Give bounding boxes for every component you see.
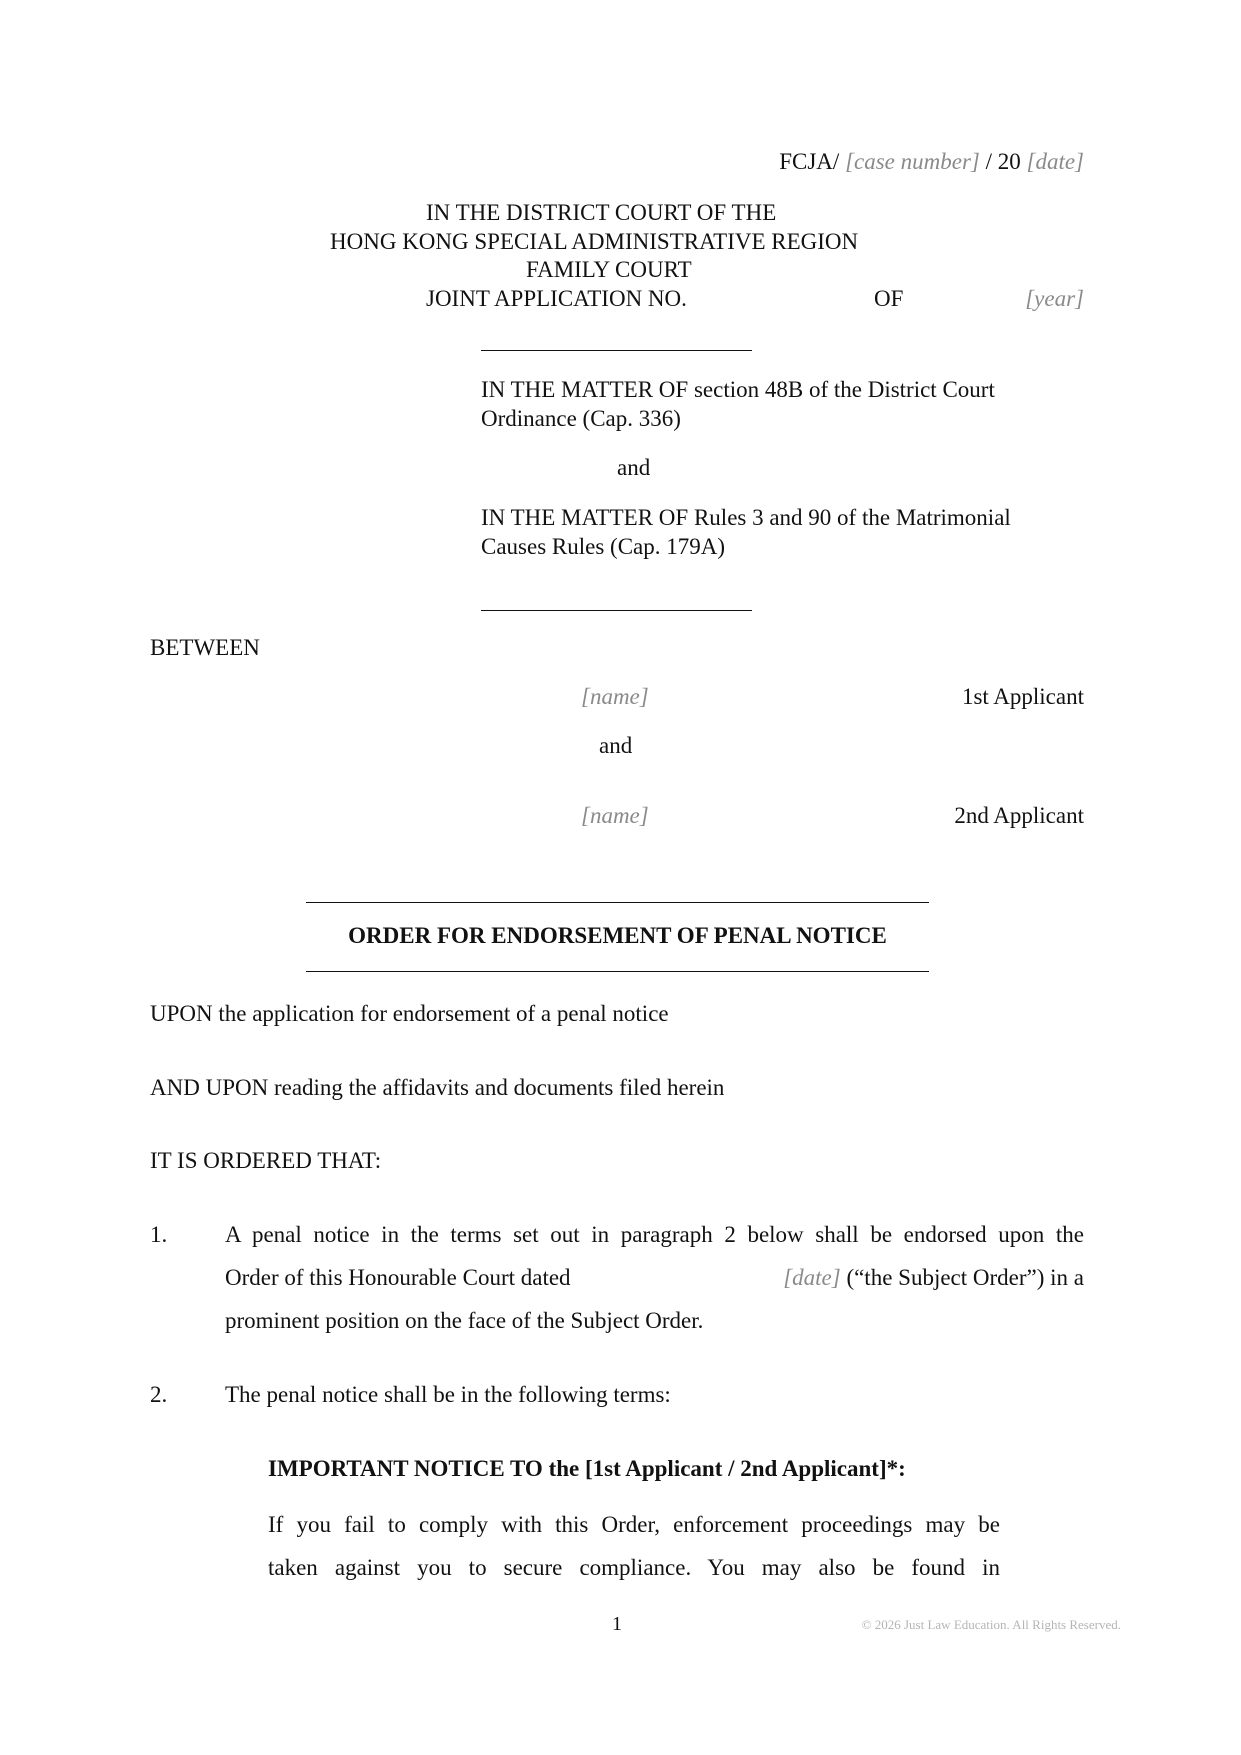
matter-1-line-1: IN THE MATTER OF section 48B of the District Court xyxy=(481,377,995,402)
paragraph-1-number: 1. xyxy=(150,1222,168,1247)
divider-matters xyxy=(481,610,752,611)
case-number-placeholder: [case number] xyxy=(845,149,980,174)
notice-line-2-text: taken against you to secure compliance. You may also be found in xyxy=(268,1555,1000,1580)
application-label: JOINT APPLICATION NO. xyxy=(426,286,687,311)
matter-1-line-2: Ordinance (Cap. 336) xyxy=(481,406,681,431)
notice-line-1-text: If you fail to comply with this Order, enforcement proceedings may be xyxy=(268,1512,1000,1537)
recital-and-upon: AND UPON reading the affidavits and documents filed herein xyxy=(150,1075,725,1100)
paragraph-1-subject-order-text: (“the Subject Order”) in a xyxy=(846,1265,1084,1290)
case-prefix: FCJA/ xyxy=(779,149,840,174)
between-label: BETWEEN xyxy=(150,635,260,660)
paragraph-1-date-placeholder: [date] xyxy=(783,1265,841,1290)
matter-2-line-1: IN THE MATTER OF Rules 3 and 90 of the Matrimonial xyxy=(481,505,1011,530)
case-date-placeholder: [date] xyxy=(1026,149,1084,174)
paragraph-1-line-1 xyxy=(225,1221,1084,1249)
court-line-2: HONG KONG SPECIAL ADMINISTRATIVE REGION xyxy=(330,229,859,254)
title-rule-top xyxy=(306,902,929,903)
notice-heading: IMPORTANT NOTICE TO the [1st Applicant / 2nd Applicant]*: xyxy=(268,1456,906,1481)
notice-line-2 xyxy=(268,1554,1000,1582)
title-rule-bottom xyxy=(306,971,929,972)
paragraph-1-line-2a: Order of this Honourable Court dated xyxy=(225,1265,571,1290)
divider-top xyxy=(481,350,752,351)
paragraph-1-line-1-text: A penal notice in the terms set out in paragraph 2 below shall be endorsed upon the xyxy=(225,1222,1084,1247)
court-line-1: IN THE DISTRICT COURT OF THE xyxy=(426,200,777,225)
paragraph-1-line-3: prominent position on the face of the Subject Order. xyxy=(225,1308,704,1333)
case-reference xyxy=(779,148,1084,176)
page-number: 1 xyxy=(612,1613,622,1635)
court-line-3: FAMILY COURT xyxy=(526,257,692,282)
copyright-notice: © 2026 Just Law Education. All Rights Reserved. xyxy=(861,1617,1121,1632)
recital-ordered: IT IS ORDERED THAT: xyxy=(150,1148,382,1173)
party-2-role: 2nd Applicant xyxy=(954,803,1084,828)
paragraph-2-text: The penal notice shall be in the following terms: xyxy=(225,1382,671,1407)
year-placeholder: [year] xyxy=(1025,286,1084,311)
matter-2-line-2: Causes Rules (Cap. 179A) xyxy=(481,534,726,559)
parties-and: and xyxy=(599,733,633,758)
recital-upon: UPON the application for endorsement of a penal notice xyxy=(150,1001,669,1026)
paragraph-2-number: 2. xyxy=(150,1382,168,1407)
of-label: OF xyxy=(874,286,904,311)
party-1-role: 1st Applicant xyxy=(961,684,1084,709)
case-year-prefix: / 20 xyxy=(985,149,1021,174)
party-2-name-placeholder: [name] xyxy=(581,803,649,828)
matters-and: and xyxy=(617,455,651,480)
party-1-name-placeholder: [name] xyxy=(581,684,649,709)
paragraph-1-line-2b xyxy=(783,1264,1084,1292)
notice-line-1 xyxy=(268,1511,1000,1539)
order-title: ORDER FOR ENDORSEMENT OF PENAL NOTICE xyxy=(348,923,887,948)
